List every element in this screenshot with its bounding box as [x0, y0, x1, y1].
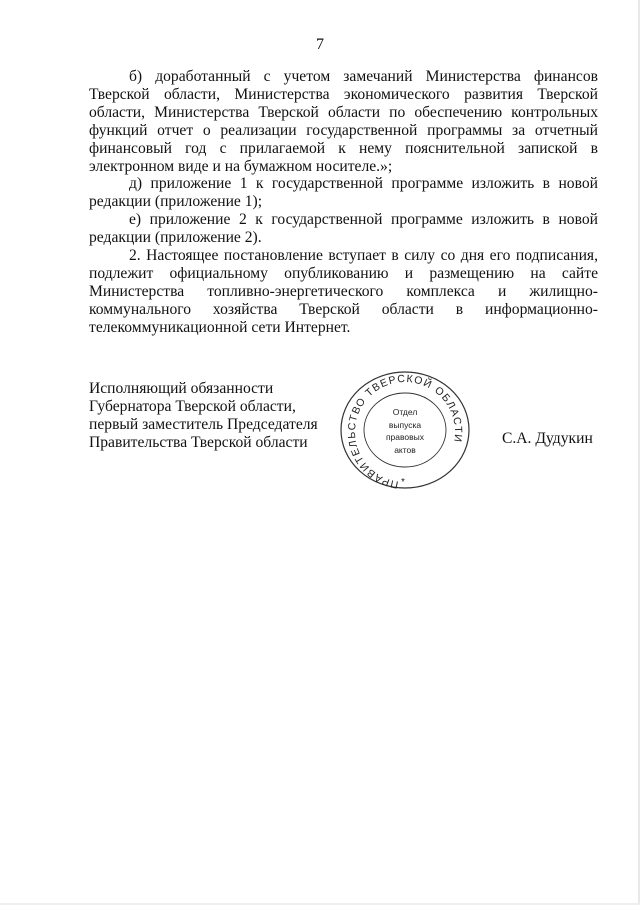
stamp-ring-text: ПРАВИТЕЛЬСТВО ТВЕРСКОЙ ОБЛАСТИ: [345, 372, 465, 491]
stamp-center-line: выпуска: [388, 419, 422, 430]
paragraph-report-submission: б) доработанный с учетом замечаний Министерства финансов Тверской области, Министерства экономического развития Тверской области, Министерства Тверской области по обеспечению контрольных функций отчет о реализации государственной программы за отчетный финансовый год с прилагаемой к нему пояснительной запиской в электронном виде и на бумажном носителе.»;: [89, 68, 598, 175]
paragraph-appendix-1: д) приложение 1 к государственной программе изложить в новой редакции (приложение 1);: [89, 175, 598, 211]
official-stamp: [337, 368, 473, 492]
stamp-center-line: актов: [394, 444, 416, 455]
signatory-position-line: Правительства Тверской области: [89, 433, 308, 451]
stamp-center-text: [365, 406, 445, 456]
stamp-center-line: правовых: [385, 432, 425, 442]
stamp-star: *: [401, 477, 405, 488]
document-body: [89, 68, 598, 337]
signatory-name: С.А. Дудукин: [502, 430, 593, 447]
signatory-position-line: первый заместитель Председателя: [89, 415, 318, 433]
paragraph-effective-date: 2. Настоящее постановление вступает в силу со дня его подписания, подлежит официальному опубликованию и размещению на сайте Министерства топливно-энергетического комплекса и жилищно-коммунального хозяйства Тверской области в информационно-телекоммуникационной сети Интернет.: [89, 247, 598, 336]
signatory-position: [89, 380, 329, 452]
stamp-center-line: Отдел: [392, 407, 418, 417]
page-number: 7: [316, 36, 324, 53]
signatory-position-line: Исполняющий обязанности: [89, 380, 274, 397]
paragraph-appendix-2: е) приложение 2 к государственной программе изложить в новой редакции (приложение 2).: [89, 211, 598, 247]
signatory-position-line: Губернатора Тверской области,: [89, 397, 296, 415]
